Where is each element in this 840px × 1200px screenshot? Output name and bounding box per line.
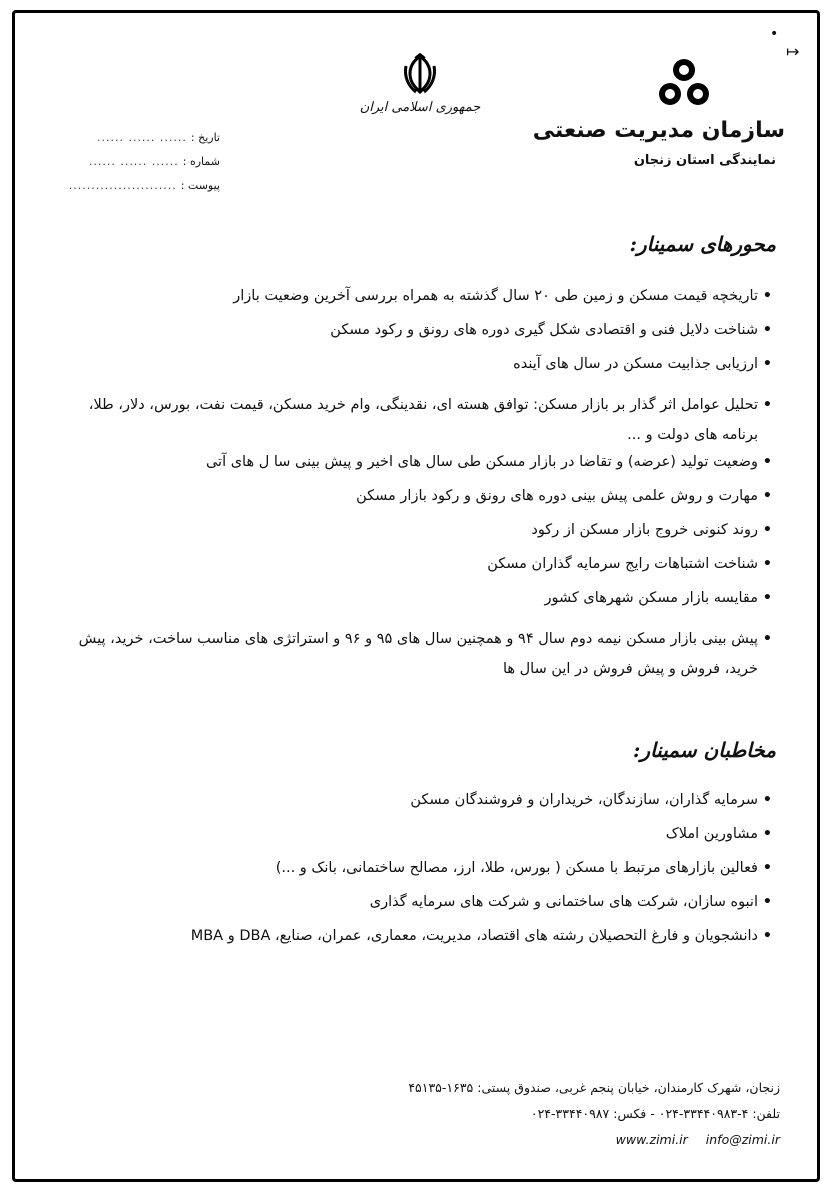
meta-label: تاریخ : [190, 131, 220, 144]
footer-phone: تلفن: ۴-۳۳۴۴۰۹۸۳-۰۲۴ - فکس: ۳۳۴۴۰۹۸۷-۰۲۴ [530, 1106, 780, 1121]
list-item: • دانشجویان و فارغ التحصیلان رشته های اقتصاد، مدیریت، معماری، عمران، صنایع، DBA و MBA [72, 928, 772, 962]
footer-website[interactable]: www.zimi.ir [615, 1132, 688, 1147]
list-item: • روند کنونی خروج بازار مسکن از رکود [72, 522, 772, 556]
list-item: • مهارت و روش علمی پیش بینی دوره های رونق و رکود بازار مسکن [72, 488, 772, 522]
meta-label: شماره : [182, 155, 220, 168]
list-item: • ارزیابی جذابیت مسکن در سال های آینده [72, 356, 772, 390]
corner-scribble: ↦ [786, 42, 800, 61]
topics-list [72, 288, 772, 688]
list-item: • فعالین بازارهای مرتبط با مسکن ( بورس، طلا، ارز، مصالح ساختمانی، بانک و ...) [72, 860, 772, 894]
meta-value: ...... ...... ...... [88, 155, 179, 168]
list-item: • مشاورین املاک [72, 826, 772, 860]
meta-value: ...... ...... ...... [96, 131, 187, 144]
corner-mark: • [770, 26, 779, 42]
list-item: • پیش بینی بازار مسکن نیمه دوم سال ۹۴ و همچنین سال های ۹۵ و ۹۶ و استراتژی های مناسب ساخت، خرید، پیش خرید، فروش و پیش فروش در این سال ها [72, 624, 772, 688]
organization-representation: نمایندگی استان زنجان [633, 153, 776, 168]
meta-date [80, 126, 220, 150]
republic-caption: جمهوری اسلامی ایران [359, 100, 481, 115]
list-item: • سرمایه گذاران، سازندگان، خریداران و فروشندگان مسکن [72, 792, 772, 826]
list-item: • وضعیت تولید (عرضه) و تقاضا در بازار مسکن طی سال های اخیر و پیش بینی سا ل های آتی [72, 454, 772, 488]
organization-logo-icon [652, 56, 716, 112]
list-item: • تحلیل عوامل اثر گذار بر بازار مسکن: توافق هسته ای، نقدینگی، وام خرید مسکن، قیمت نفت، بورس، دلار، طلا، برنامه های دولت و ... [72, 390, 772, 454]
topics-title: محورهای سمینار: [629, 232, 776, 256]
meta-value: ........................ [68, 179, 177, 192]
meta-attachment [68, 174, 220, 198]
meta-label: پیوست : [180, 179, 220, 192]
letter-meta [68, 126, 220, 198]
footer-email[interactable]: info@zimi.ir [705, 1132, 780, 1147]
list-item: • مقایسه بازار مسکن شهرهای کشور [72, 590, 772, 624]
list-item: • تاریخچه قیمت مسکن و زمین طی ۲۰ سال گذشته به همراه بررسی آخرین وضعیت بازار [72, 288, 772, 322]
audience-title: مخاطبان سمینار: [633, 738, 776, 762]
iran-emblem-icon [398, 52, 442, 96]
meta-number [80, 150, 220, 174]
list-item: • شناخت دلایل فنی و اقتصادی شکل گیری دوره های رونق و رکود مسکن [72, 322, 772, 356]
footer-contact [616, 1132, 780, 1147]
organization-name: سازمان مدیریت صنعتی [532, 118, 785, 143]
footer-address: زنجان، شهرک کارمندان، خیابان پنجم غربی، صندوق پستی: ۱۶۳۵-۴۵۱۳۵ [408, 1080, 780, 1095]
audience-list [72, 792, 772, 962]
list-item: • شناخت اشتباهات رایج سرمایه گذاران مسکن [72, 556, 772, 590]
list-item: • انبوه سازان، شرکت های ساختمانی و شرکت های سرمایه گذاری [72, 894, 772, 928]
